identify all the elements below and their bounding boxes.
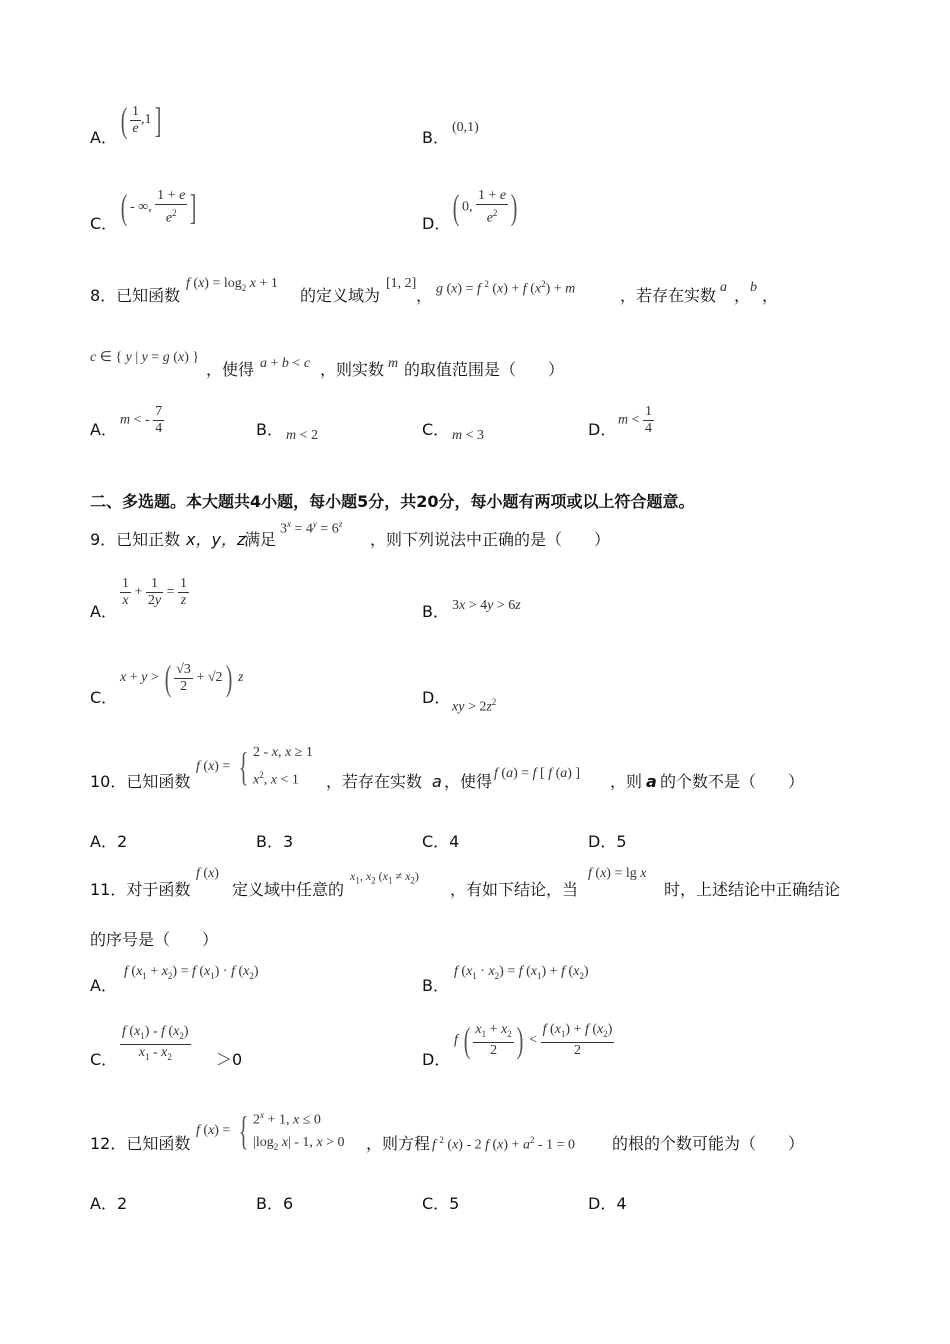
q12-equation: f $^2$ (x) - 2 f $(x) + a^2 - 1 = 0$: [432, 1135, 576, 1153]
q8-option-c-label: C．: [422, 420, 450, 439]
q8-option-b-math: m < 2: [286, 428, 319, 443]
q8-line2-text2: ，则实数: [320, 360, 385, 379]
q8-option-c-math: m < 3: [452, 428, 485, 443]
q9-option-b-label: B．: [422, 602, 449, 621]
q9-condition: $3^x = 4^y = 6^z$: [280, 519, 343, 537]
q11-option-b-math: f $(x_1 \cdot x_2) = f$ $(x_1) + f$ $(x_2)$: [454, 964, 589, 981]
q8-comma-3: ，: [762, 286, 779, 305]
q10-stem-suffix2: 的个数不是（ ）: [660, 772, 805, 791]
q10-f-definition: f (x) = { 2 - x, x ≥ 1 $x^2$, x < 1: [196, 743, 313, 789]
q7-option-b-label: B．: [422, 128, 449, 147]
q11-option-d-math: f ( $\frac{x_1 + x_2}{2}$ ) < $\frac{f (x_1) + f (x_2)}{2}$: [454, 1020, 613, 1061]
q7-option-b-math: (0,1): [452, 120, 479, 135]
q11-option-a-label: A．: [90, 976, 117, 995]
q8-stem-suffix: ，若存在实数: [620, 286, 717, 305]
q8-option-a-label: A．: [90, 420, 117, 439]
q8-option-d-math: m < $\frac{1}{4}$: [618, 404, 653, 436]
q7-option-a-math: ( $\frac{1}{e}$ ,1]: [120, 100, 161, 140]
q8-var-b: b: [750, 280, 757, 295]
q8-option-b-label: B．: [256, 420, 283, 439]
q11-fx: f (x): [196, 866, 219, 881]
q11-stem-prefix: 11．对于函数: [90, 880, 191, 899]
q7-option-c-math: ( - ∞, $\frac{1 + e}{e^2}$ ]: [120, 187, 197, 228]
q9-stem-suffix: ，则下列说法中正确的是（ ）: [370, 530, 611, 549]
q9-stem-prefix: 9．已知正数: [90, 530, 181, 549]
q9-stem-vars: x，y，z: [186, 530, 246, 549]
q8-comma: ，: [416, 286, 433, 305]
q8-domain-text: 的定义域为: [300, 286, 381, 305]
q9-option-d-math: xy > $2z^2$: [452, 697, 497, 715]
q11-option-c-math: $\frac{f (x_1) - f (x_2)}{x_1 - x_2}$: [120, 1024, 191, 1065]
q11-x1-x2: $x_1$, $x_2$ $(x_1 \ne x_2)$: [350, 869, 419, 886]
q11-stem-suffix: 时，上述结论中正确结论: [664, 880, 841, 899]
q8-f-definition: f $(x) = \log_2 x + 1$: [186, 276, 278, 293]
q10-option-d: D．5: [588, 832, 627, 851]
q8-var-m: m: [388, 356, 399, 371]
q12-stem-suffix: 的根的个数可能为（ ）: [612, 1134, 805, 1153]
q8-domain-interval: [1, 2]: [386, 276, 417, 291]
q10-stem-suffix1: ，则: [610, 772, 643, 791]
q7-option-a-label: A．: [90, 128, 117, 147]
q11-option-c-label: C．: [90, 1050, 118, 1069]
q10-equation: f (a) = f [ f (a) ]: [494, 766, 581, 781]
q9-option-c-label: C．: [90, 688, 118, 707]
q9-option-d-label: D．: [422, 688, 451, 707]
q7-option-c-label: C．: [90, 214, 118, 233]
q8-var-a: a: [720, 280, 727, 295]
q10-var-a-2: a: [646, 772, 657, 791]
q12-stem-prefix: 12．已知函数: [90, 1134, 191, 1153]
q11-stem-line2: 的序号是（ ）: [90, 930, 219, 949]
q8-c-set: c ∈ { y | y = g (x) }: [90, 350, 200, 365]
q11-option-a-math: f $(x_1 + x_2) = f$ $(x_1) \cdot f$ $(x_2)$: [124, 964, 259, 981]
q11-stem-mid2: ，有如下结论，当: [450, 880, 579, 899]
q9-option-c-math: x + y > ( $\frac{√3}{2}$ + √2) z: [120, 658, 244, 698]
q8-stem-prefix: 8．已知函数: [90, 286, 181, 305]
q11-option-d-label: D．: [422, 1050, 451, 1069]
q7-option-d-math: ( 0, $\frac{1 + e}{e^2}$ ): [452, 187, 518, 228]
q11-option-b-label: B．: [422, 976, 449, 995]
q12-option-d: D．4: [588, 1194, 627, 1213]
q10-stem-mid2: ，使得: [444, 772, 493, 791]
q12-option-b: B．6: [256, 1194, 294, 1213]
q10-option-c: C．4: [422, 832, 460, 851]
q11-option-c-tail: ＞0: [216, 1050, 243, 1069]
q7-option-d-label: D．: [422, 214, 451, 233]
q8-option-a-math: m < - $\frac{7}{4}$: [120, 404, 163, 436]
q9-option-b-math: 3x > 4y > 6z: [452, 598, 521, 613]
q12-option-c: C．5: [422, 1194, 460, 1213]
q9-stem-mid: 满足: [244, 530, 277, 549]
q10-stem-prefix: 10．已知函数: [90, 772, 191, 791]
q8-line2-text3: 的取值范围是（ ）: [404, 360, 565, 379]
q10-option-a: A．2: [90, 832, 128, 851]
q8-condition: a + b < c: [260, 356, 311, 371]
q8-line2-text1: ，使得: [206, 360, 255, 379]
q9-option-a-label: A．: [90, 602, 117, 621]
q12-f-definition: f (x) = { $2^x + 1$, x ≤ 0 $|\log_2$ x| - 1, x > 0: [196, 1107, 345, 1153]
q12-option-a: A．2: [90, 1194, 128, 1213]
section-2-heading: 二、多选题。本大题共4小题，每小题5分，共20分，每小题有两项或以上符合题意。: [90, 492, 695, 511]
q8-option-d-label: D．: [588, 420, 617, 439]
q10-var-a: a: [432, 772, 442, 791]
q8-comma-2: ，: [734, 286, 751, 305]
q11-stem-mid: 定义域中任意的: [232, 880, 345, 899]
q10-stem-mid: ，若存在实数: [326, 772, 423, 791]
q12-stem-mid: ，则方程: [366, 1134, 431, 1153]
q10-option-b: B．3: [256, 832, 294, 851]
q11-f-definition: f (x) = lg x: [588, 866, 647, 881]
q9-option-a-math: $\frac{1}{x}$ + $\frac{1}{2y}$ = $\frac{1}{z}$: [122, 576, 188, 608]
q8-g-definition: g (x) = f $^2$ (x) + f $(x^2) + m$: [436, 279, 576, 297]
